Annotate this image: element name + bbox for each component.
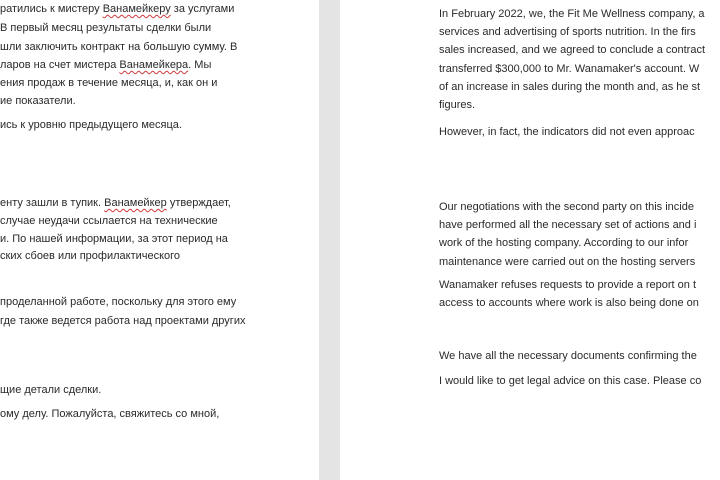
text-line <box>439 25 696 39</box>
text-line <box>0 295 236 309</box>
text-line <box>0 314 245 328</box>
text-run: access to accounts where work is also being done on <box>439 297 699 309</box>
text-line <box>0 407 219 421</box>
text-run: I would like to get legal advice on this case. Please co <box>439 375 702 387</box>
text-run: However, in fact, the indicators did not even approac <box>439 126 695 138</box>
text-run: утверждает, <box>166 197 231 209</box>
text-line <box>439 255 695 269</box>
text-run: Our negotiations with the second party on this incide <box>439 201 694 213</box>
text-line <box>0 2 234 16</box>
text-line <box>0 232 228 246</box>
text-run: have performed all the necessary set of actions and i <box>439 219 697 231</box>
text-run: ских сбоев или профилактического <box>0 250 181 262</box>
document-page-right[interactable] <box>340 0 720 480</box>
text-line <box>439 374 701 388</box>
page-gutter <box>319 0 340 480</box>
text-run: проделанной работе, поскольку для этого ему <box>0 296 237 308</box>
text-run: В первый месяц результаты сделки были <box>0 22 212 34</box>
text-run: ому делу. Пожалуйста, свяжитесь со мной, <box>0 408 220 420</box>
text-run: maintenance were carried out on the hosting servers <box>439 256 696 268</box>
text-line <box>0 94 76 108</box>
text-line <box>439 296 699 310</box>
text-run: ларов на счет мистера <box>0 59 120 71</box>
text-run: и. По нашей информации, за этот период на <box>0 233 228 245</box>
text-run: of an increase in sales during the month and, as he st <box>439 81 701 93</box>
text-run: transferred $300,000 to Mr. Wanamaker's account. W <box>439 63 700 75</box>
document-page-left[interactable] <box>0 0 319 480</box>
text-run: случае неудачи ссылается на технические <box>0 215 218 227</box>
text-run: . Мы <box>188 59 212 71</box>
text-line <box>439 125 695 139</box>
text-run: за услугами <box>170 3 235 15</box>
text-line <box>439 236 688 250</box>
text-line <box>0 383 101 397</box>
text-line <box>439 218 696 232</box>
text-line <box>439 200 694 214</box>
text-line <box>0 76 217 90</box>
text-run: ись к уровню предыдущего месяца. <box>0 119 182 131</box>
text-run: figures. <box>439 99 476 111</box>
text-line <box>439 80 700 94</box>
text-line <box>0 214 218 228</box>
text-run: services and advertising of sports nutrition. In the firs <box>439 26 696 38</box>
text-line <box>0 118 182 132</box>
text-run: sales increased, and we agreed to conclude a contract <box>439 44 705 56</box>
text-run: We have all the necessary documents confirming the <box>439 350 697 362</box>
misspelled-word[interactable]: Ванамейкер <box>104 197 167 209</box>
text-run: ратились к мистеру <box>0 3 103 15</box>
text-run: Wanamaker refuses requests to provide a report on t <box>439 279 696 291</box>
text-line <box>439 278 696 292</box>
text-line <box>0 40 237 54</box>
text-line <box>439 62 699 76</box>
text-line <box>0 196 231 210</box>
text-run: енту зашли в тупик. <box>0 197 105 209</box>
text-run: ие показатели. <box>0 95 76 107</box>
misspelled-word[interactable]: Ванамейкера <box>119 59 189 71</box>
misspelled-word[interactable]: Ванамейкеру <box>102 3 171 15</box>
text-line <box>439 98 475 112</box>
text-run: где также ведется работа над проектами других <box>0 315 246 327</box>
text-line <box>439 43 705 57</box>
text-run: In February 2022, we, the Fit Me Wellness company, a <box>439 8 705 20</box>
text-line <box>439 7 705 21</box>
text-run: work of the hosting company. According to our infor <box>439 237 689 249</box>
text-line <box>439 349 697 363</box>
text-line <box>0 249 180 263</box>
text-run: шли заключить контракт на большую сумму. В <box>0 41 238 53</box>
text-run: щие детали сделки. <box>0 384 102 396</box>
text-run: ения продаж в течение месяца, и, как он и <box>0 77 218 89</box>
text-line <box>0 21 211 35</box>
text-line <box>0 58 211 72</box>
